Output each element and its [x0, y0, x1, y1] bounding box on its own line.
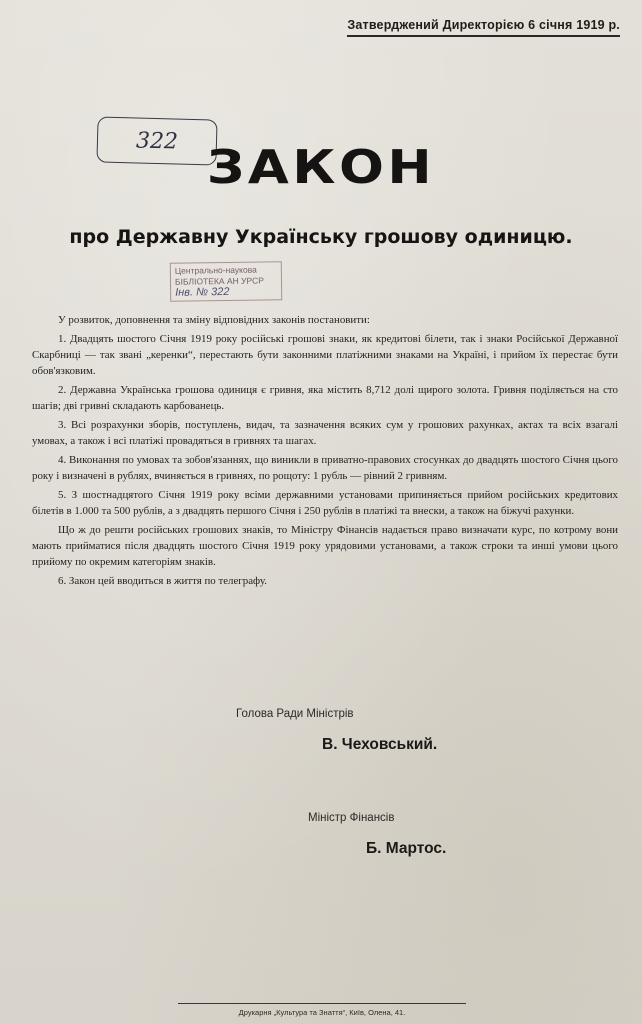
- law-intro: У розвиток, доповнення та зміну відповідних законів постановити:: [58, 314, 370, 326]
- law-article-6: 6. Закон цей вводиться в життя по телеграфу.: [58, 575, 267, 587]
- archive-number-mark: 322: [96, 116, 217, 165]
- stamp-line-1: Центрально-наукова: [174, 264, 257, 276]
- stamp-inventory-number: 322: [211, 285, 230, 299]
- law-subtitle: про Державну Українську грошову одиницю.: [69, 226, 573, 248]
- law-body: [32, 312, 618, 592]
- law-article-5: 5. З шостнадцятого Січня 1919 року всіми державними установами припиняється прийом російських кредитових білетів в 1.000 та 500 рублів, а з двадцять першого Січня і 250 рублів в платіжі та внески, а також на біжучі рахунки.: [32, 489, 618, 517]
- signature-role: Міністр Фінансів: [308, 812, 395, 824]
- law-article-5-cont: Що ж до решти російських грошових знаків, то Міністру Фінансів надається право визначати курс, по котрому вони мають прийматися після двадцять шостого Січня 1919 року урядовими установами, а також строки та инші умови цього прийому по окремим категоріям знаків.: [32, 524, 618, 568]
- law-article-4: 4. Виконання по умовах та зобов'язаннях, що виникли в приватно-правових стосунках до двадцять шостого Січня цього року і визначені в рублях, вчиняється в гривнях, по рощоту: 1 рубль — рівний 2 гривням.: [32, 454, 618, 482]
- library-stamp: [170, 261, 283, 302]
- law-article-1: 1. Двадцять шостого Січня 1919 року російські грошові знаки, як кредитові білети, так і знаки Російської Державної Скарбниці — так звані „керенки“, перестають бути законними платіжними знаками на Україні, і прийом їх перестає бути обов'язковим.: [32, 333, 618, 377]
- stamp-line-2: БІБЛІОТЕКА АН УРСР: [174, 275, 264, 287]
- signature-name: Б. Мартос.: [366, 840, 447, 857]
- law-title: ЗАКОН: [206, 140, 436, 194]
- stamp-inventory-prefix: Інв. №: [175, 286, 209, 299]
- law-article-3: 3. Всі розрахунки зборів, поступлень, видач, та зазначення всяких сум у грошових рахунках, актах та всіх взагалі умовах, а також і всі платіжі провадяться в гривнях та шагах.: [32, 419, 618, 447]
- stamp-line-3: [175, 286, 277, 298]
- signature-role: Голова Ради Міністрів: [236, 708, 354, 720]
- signature-name: В. Чеховський.: [322, 736, 438, 753]
- signature-chairman: [236, 708, 437, 754]
- law-article-2: 2. Державна Українська грошова одиниця є гривня, яка містить 8,712 долі щирого золота. Гривня поділяється на сто шагів; дві гривні складають карбованець.: [32, 384, 618, 412]
- approval-note: Затверджений Директорією 6 січня 1919 р.: [347, 18, 620, 37]
- printer-imprint: Друкарня „Культура та Знаття“, Київ, Олена, 41.: [178, 1003, 466, 1017]
- signature-finance-minister: [308, 812, 446, 858]
